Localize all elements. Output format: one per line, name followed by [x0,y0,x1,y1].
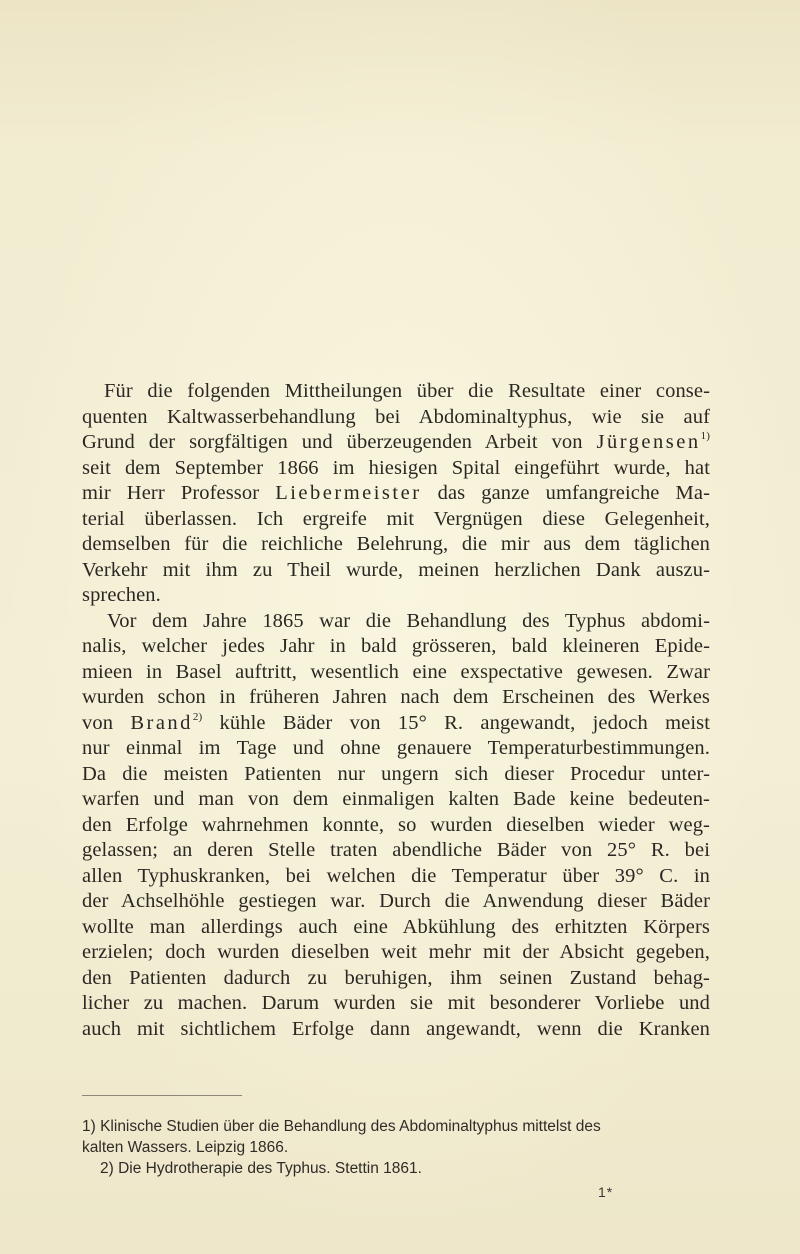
text-line: wurden schon in früheren Jahren nach dem Erscheinen des Werkes [82,686,710,708]
footnote-divider [82,1095,242,1096]
footnote-1: 1) Klinische Studien über die Behandlung des Abdominaltyphus mittelst des [82,1118,601,1135]
text-line: terial überlassen. Ich ergreife mit Vergnügen diese Gelegenheit, [82,507,710,530]
text-line: Verkehr mit ihm zu Theil wurde, meinen herzlichen Dank auszu- [82,558,710,581]
author-name-juergensen: Jürgensen [596,431,701,453]
text-line: Da die meisten Patienten nur ungern sich dieser Procedur unter- [82,762,710,785]
text-line: Für die folgenden Mittheilungen über die Resultate einer conse- [104,380,710,402]
text-line: quenten Kaltwasserbehandlung bei Abdominaltyphus, wie sie auf [82,405,710,428]
text-line: seit dem September 1866 im hiesigen Spital eingeführt wurde, hat [82,456,710,479]
text-line: den Erfolge wahrnehmen konnte, so wurden dieselben wieder weg- [82,813,710,836]
text-line: den Patienten dadurch zu beruhigen, ihm seinen Zustand behag- [82,966,710,989]
text-line: erzielen; doch wurden dieselben weit mehr mit der Absicht gegeben, [82,941,710,963]
text-line: allen Typhuskranken, bei welchen die Temperatur über 39° C. in [82,864,710,887]
footnote-2: 2) Die Hydrotherapie des Typhus. Stettin 1861. [100,1160,422,1177]
author-name-liebermeister: Liebermeister [275,482,422,504]
footnote-ref-1: 1) [700,430,710,442]
text-line: auch mit sichtlichem Erfolge dann angewandt, wenn die Kranken [82,1017,710,1040]
text-line: gelassen; an deren Stelle traten abendliche Bäder von 25° R. bei [82,839,710,861]
body-text [82,379,710,1042]
printer-signature-mark: 1* [598,1184,614,1200]
text-line: nur einmal im Tage und ohne genauere Temperaturbestimmungen. [82,737,710,759]
author-name-brand: Brand [130,711,193,734]
text-line-brand: von Brand$^{2)}$ kühle Bäder von 15° R. angewandt, jedoch meist [82,710,710,734]
text-line: demselben für die reichliche Belehrung, die mir aus dem täglichen [82,533,710,555]
text-line-liebermeister: mir Herr Professor Liebermeister das ganze umfangreiche Ma- [82,482,710,504]
text-line: sprechen. [82,584,161,606]
text-line: mieen in Basel auftritt, wesentlich eine exspectative gewesen. Zwar [82,660,710,683]
text-line: licher zu machen. Darum wurden sie mit besonderer Vorliebe und [82,992,710,1014]
text-line: nalis, welcher jedes Jahr in bald grösseren, bald kleineren Epide- [82,635,710,657]
footnote-ref-2: 2) [192,710,203,723]
text-line: Vor dem Jahre 1865 war die Behandlung des Typhus abdomi- [107,609,710,632]
text-line: der Achselhöhle gestiegen war. Durch die Anwendung dieser Bäder [82,890,710,912]
text-line: wollte man allerdings auch eine Abkühlung des erhitzten Körpers [82,915,710,938]
footnote-1-continued: kalten Wassers. Leipzig 1866. [82,1139,289,1156]
text-line: warfen und man von dem einmaligen kalten Bade keine bedeuten- [82,788,710,810]
footnotes [82,1116,710,1179]
text-line-juergensen: Grund der sorgfältigen und überzeugenden Arbeit von Jürgensen$^{1)}$ [82,430,710,453]
